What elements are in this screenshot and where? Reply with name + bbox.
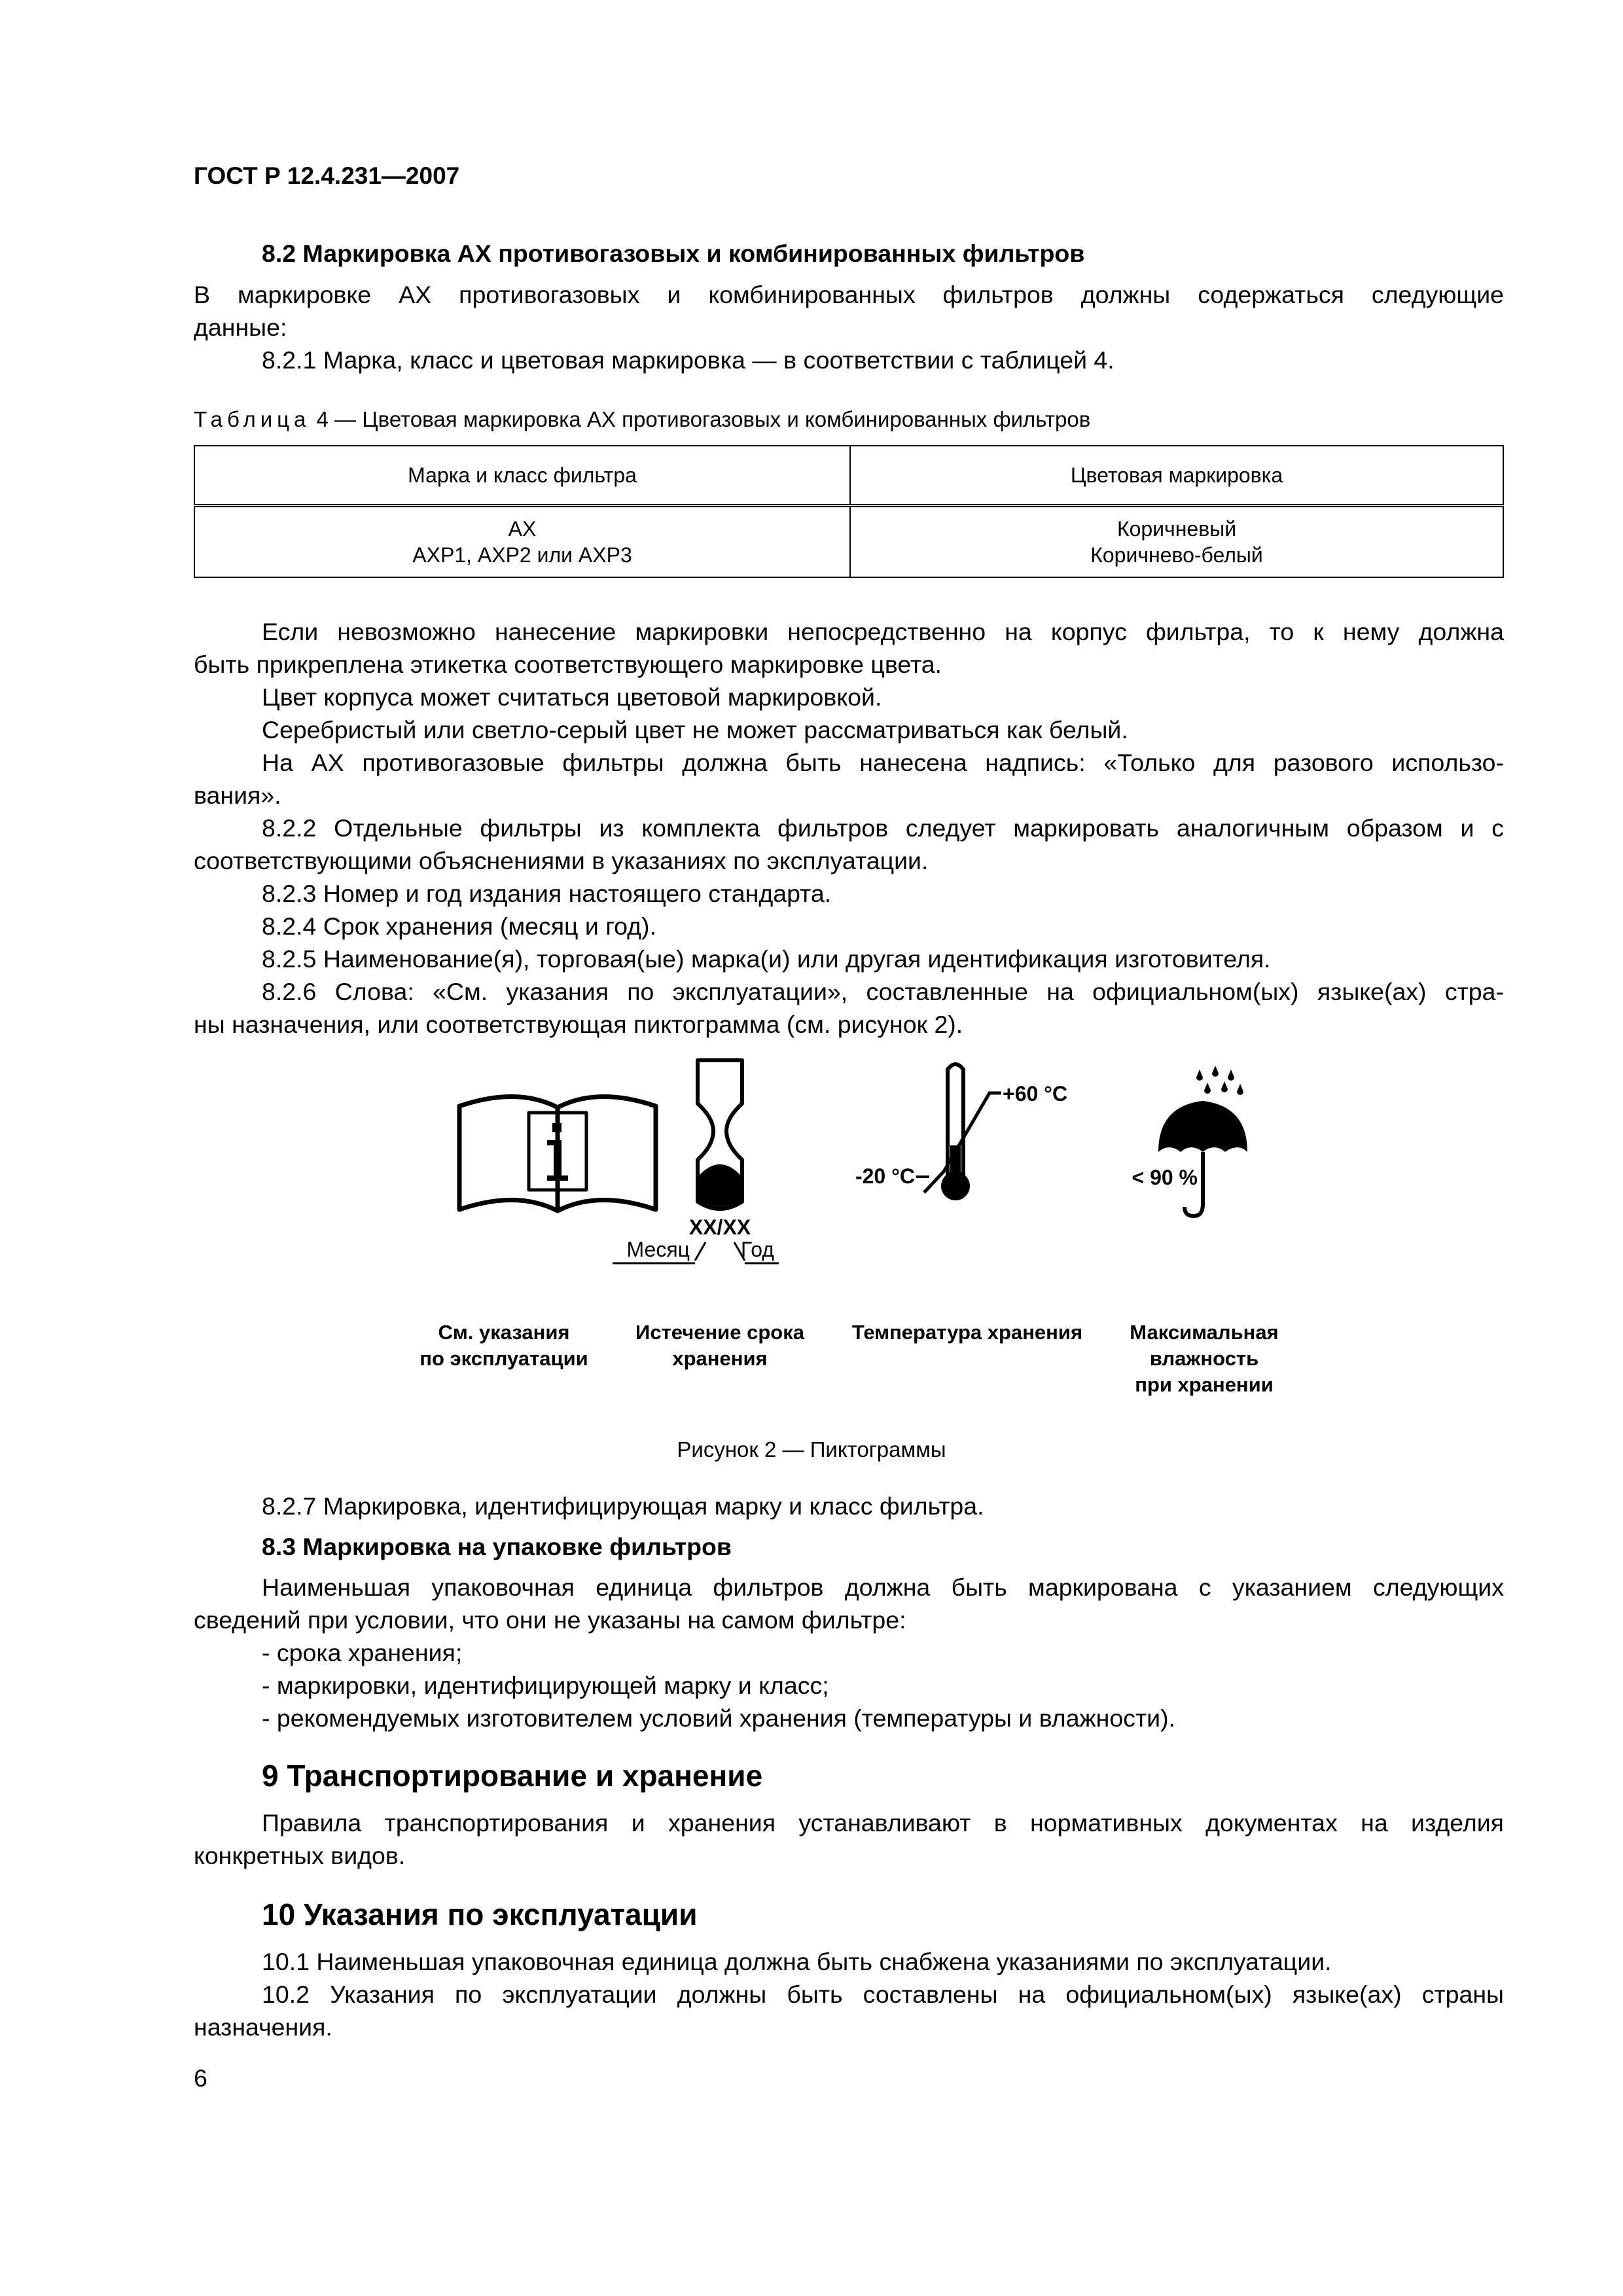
umbrella-rain-icon — [1132, 1066, 1247, 1216]
table-caption — [194, 407, 1090, 432]
table-cell-line: Коричнево-белый — [1090, 543, 1263, 567]
paragraph-line: Цвет корпуса может считаться цветовой маркировкой. — [262, 683, 882, 711]
table-header-cell: Марка и класс фильтра — [194, 446, 850, 506]
section-8-3-title: 8.3 Маркировка на упаковке фильтров — [262, 1533, 732, 1560]
paragraph-line: Правила транспортирования и хранения устанавливают в нормативных документах на изделия — [262, 1809, 1504, 1837]
paragraph-line: 10.2 Указания по эксплуатации должны быть составлены на официальном(ых) языке(ах) страны — [262, 1981, 1504, 2008]
label-line: Истечение срока — [635, 1321, 804, 1344]
paragraph-line: 8.2.5 Наименование(я), торговая(ые) марка(и) или другая идентификация изготовителя. — [262, 945, 1271, 973]
hourglass-code: ХХ/ХХ — [688, 1215, 751, 1239]
paragraph-line: На АХ противогазовые фильтры должна быть нанесена надпись: «Только для разового использо- — [262, 749, 1504, 776]
list-item: - срока хранения; — [262, 1639, 463, 1666]
hourglass-icon — [613, 1060, 779, 1263]
pictogram-label-expiry — [609, 1319, 831, 1372]
paragraph-line: 8.2.1 Марка, класс и цветовая маркировка — в соответствии с таблицей 4. — [262, 346, 1115, 374]
label-line: хранения — [672, 1347, 768, 1370]
temperature-low: -20 °C — [855, 1164, 915, 1188]
label-line: См. указания — [438, 1321, 570, 1344]
document-header: ГОСТ Р 12.4.231—2007 — [194, 162, 460, 189]
label-line: влажность — [1149, 1347, 1259, 1370]
table-cell-line: Коричневый — [1116, 517, 1237, 541]
paragraph-line: Серебристый или светло-серый цвет не может рассматриваться как белый. — [262, 716, 1128, 744]
list-item: - рекомендуемых изготовителем условий хранения (температуры и влажности). — [262, 1704, 1175, 1732]
paragraph-line: 8.2.3 Номер и год издания настоящего стандарта. — [262, 880, 832, 907]
paragraph-line: назначения. — [194, 2013, 332, 2041]
label-line: Температура хранения — [851, 1321, 1083, 1344]
paragraph-line: 8.2.6 Слова: «См. указания по эксплуатации», составленные на официальном(ых) языке(ах) стра- — [262, 978, 1504, 1005]
section-9-title: 9 Транспортирование и хранение — [262, 1759, 763, 1793]
page-number: 6 — [194, 2064, 207, 2092]
hourglass-month: Месяц — [626, 1238, 690, 1261]
pictograms-figure — [0, 1047, 1623, 1283]
paragraph-line: 8.2.7 Маркировка, идентифицирующая марку и класс фильтра. — [262, 1492, 984, 1520]
color-marking-table — [194, 445, 1504, 578]
paragraph-line: 8.2.4 Срок хранения (месяц и год). — [262, 912, 656, 940]
paragraph-line: Если невозможно нанесение маркировки непосредственно на корпус фильтра, то к нему должна — [262, 618, 1504, 645]
pictogram-label-humidity — [1106, 1319, 1302, 1398]
paragraph-line: Наименьшая упаковочная единица фильтров должна быть маркирована с указанием следующих — [262, 1573, 1504, 1601]
instructions-book-icon — [459, 1096, 656, 1211]
paragraph-line: соответствующими объяснениями в указаниях по эксплуатации. — [194, 847, 929, 874]
humidity-limit: < 90 % — [1132, 1166, 1198, 1189]
list-item: - маркировки, идентифицирующей марку и класс; — [262, 1672, 829, 1699]
table-header-cell: Цветовая маркировка — [850, 446, 1503, 506]
section-10-title: 10 Указания по эксплуатации — [262, 1897, 698, 1931]
paragraph-line: ны назначения, или соответствующая пиктограмма (см. рисунок 2). — [194, 1011, 963, 1038]
paragraph-line: конкретных видов. — [194, 1842, 406, 1869]
table-header-row — [194, 446, 1503, 506]
hourglass-year: Год — [741, 1238, 774, 1261]
paragraph-line: быть прикреплена этикетка соответствующего маркировке цвета. — [194, 651, 942, 678]
label-line: при хранении — [1135, 1373, 1274, 1396]
paragraph-line: 10.1 Наименьшая упаковочная единица должна быть снабжена указаниями по эксплуатации. — [262, 1948, 1332, 1975]
paragraph-line: 8.2.2 Отдельные фильтры из комплекта фильтров следует маркировать аналогичным образом и с — [262, 814, 1504, 842]
paragraph-line: В маркировке АХ противогазовых и комбинированных фильтров должны содержаться следующие — [194, 281, 1504, 308]
paragraph-line: данные: — [194, 314, 287, 341]
table-caption-label: Таблица — [194, 407, 311, 431]
thermometer-icon — [855, 1064, 1067, 1200]
paragraph-line: вания». — [194, 781, 281, 809]
figure-caption: Рисунок 2 — Пиктограммы — [677, 1437, 946, 1462]
pictogram-label-instructions — [406, 1319, 602, 1372]
label-line: Максимальная — [1130, 1321, 1279, 1344]
table-cell — [850, 506, 1503, 578]
table-caption-text: 4 — Цветовая маркировка АХ противогазовых и комбинированных фильтров — [310, 407, 1091, 431]
temperature-high: +60 °C — [1003, 1082, 1068, 1105]
table-cell — [194, 506, 850, 578]
paragraph-line: сведений при условии, что они не указаны на самом фильтре: — [194, 1606, 906, 1634]
table-cell-line: АХР1, АХР2 или АХР3 — [412, 543, 632, 567]
section-8-2-title: 8.2 Маркировка АХ противогазовых и комбинированных фильтров — [262, 240, 1085, 267]
pictogram-label-temperature — [830, 1319, 1105, 1346]
label-line: по эксплуатации — [419, 1347, 588, 1370]
table-row — [194, 506, 1503, 578]
table-cell-line: АХ — [508, 517, 537, 541]
